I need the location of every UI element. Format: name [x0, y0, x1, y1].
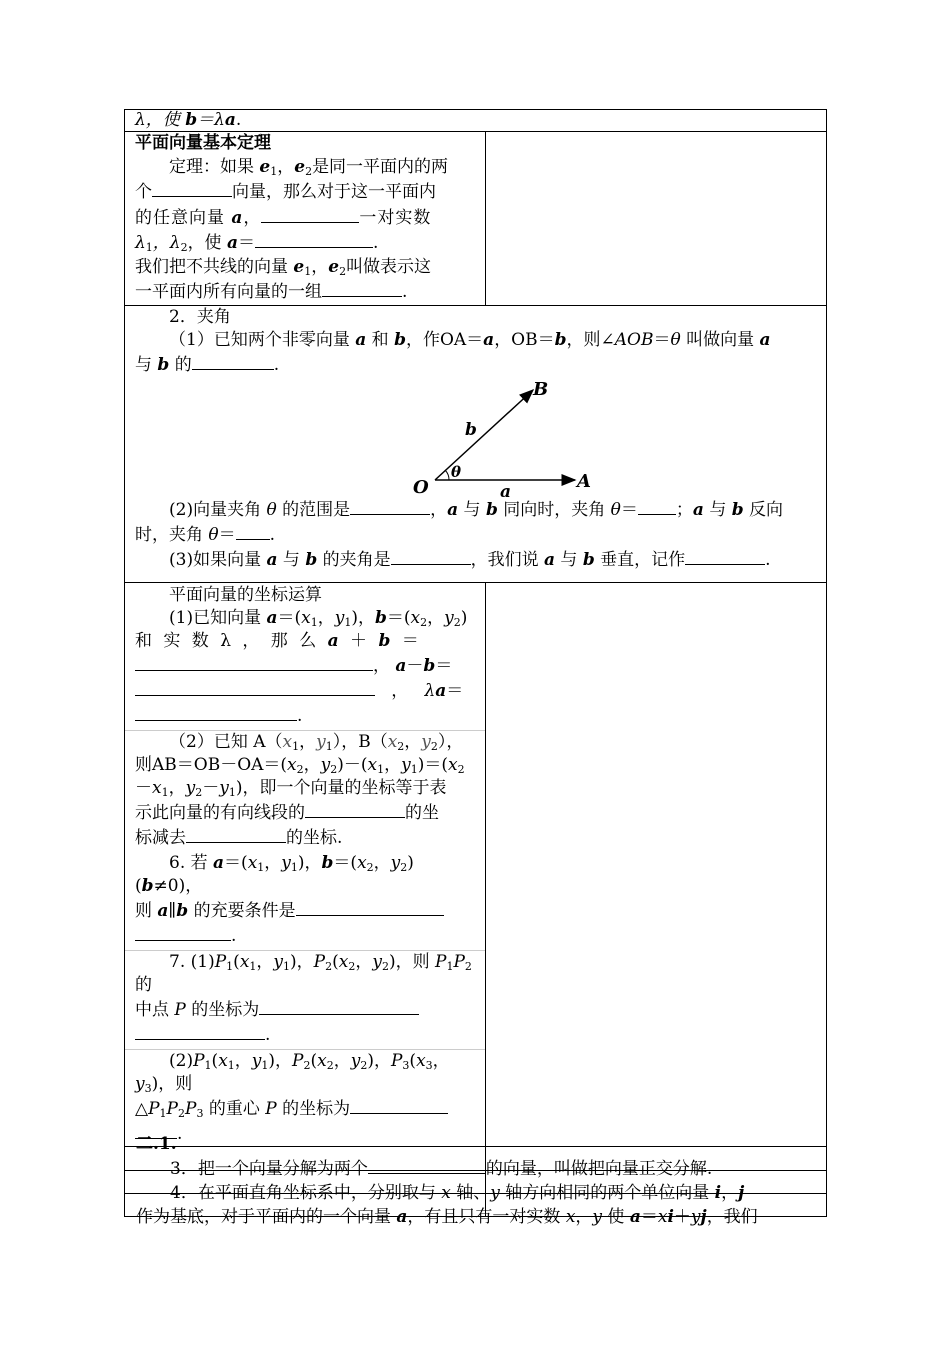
coords-line: 示此向量的有向线段的 的坐 — [135, 800, 475, 825]
text: . — [235, 110, 242, 130]
coords-line: 7. $(1)P_1(x_1$，$y_1$)，$P_2(x_2$，$y_2$)，则 $P_1P_2$ 的 — [125, 950, 485, 997]
blank — [135, 703, 297, 721]
coords-line: 6. 若 $a=(x_1$，$y_1$)，$b=(x_2$，$y_2$) (b≠0)， — [135, 852, 414, 896]
angle-heading: 2．夹角 — [169, 306, 231, 327]
blank — [255, 230, 373, 248]
coords-line: 则 a∥b 的充要条件是 — [135, 898, 475, 923]
table-row — [125, 305, 827, 582]
label-theta: θ — [451, 462, 462, 481]
blank — [152, 179, 232, 197]
row1-cell — [125, 110, 827, 132]
coords-line: $(2)P_1(x_1$，$y_1$)，$P_2(x_2$，$y_2$)，$P_3(x_3$，$y_3$)，则 — [125, 1049, 485, 1096]
blank — [135, 678, 375, 696]
blank — [350, 497, 430, 515]
blank — [259, 997, 419, 1015]
blank — [638, 497, 676, 515]
table-row — [125, 582, 827, 1146]
label-b: b — [465, 419, 477, 440]
blank — [350, 1096, 448, 1114]
coords-line: (1)已知向量 $a=(x_1$，$y_1$)，$b=(x_2$，$y_2$) — [169, 607, 468, 629]
below-line: 4．在平面直角坐标系中，分别取与 x 轴、y 轴方向相同的两个单位向量 i，j — [170, 1183, 745, 1203]
table-row — [125, 132, 827, 306]
coords-cell — [125, 582, 486, 1146]
coords-line: . — [135, 1022, 475, 1047]
label-A: A — [577, 470, 591, 492]
label-a: a — [500, 481, 512, 497]
angle-line: 时，夹角 θ＝ . — [135, 522, 816, 547]
theorem-line: 个 向量，那么对于这一平面内 — [135, 179, 475, 205]
theorem-line: 的任意向量 a， 一对实数 — [135, 205, 475, 231]
coords-line: 中点 P 的坐标为 — [135, 997, 475, 1022]
angle-figure — [135, 377, 816, 497]
coords-right-cell — [486, 582, 827, 1146]
blank — [368, 1156, 486, 1174]
blank — [135, 653, 373, 671]
angle-line: （1）已知两个非零向量 a 和 b，作OA＝a，OB＝b，则∠AOB＝θ 叫做向量 a — [169, 329, 771, 350]
angle-arc — [445, 470, 449, 480]
coords-line: . — [135, 923, 475, 948]
vector-b-arrow — [435, 390, 533, 480]
below-text — [136, 1132, 826, 1229]
blank — [685, 547, 765, 565]
angle-line: (3)如果向量 a 与 b 的夹角是 ，我们说 a 与 b 垂直，记作 . — [135, 547, 816, 572]
coords-line: 和 实 数 λ ， 那 么 a ＋ b ＝ — [135, 630, 422, 651]
coords-line: 则$AB=OB-OA=(x_2$，$y_2)-(x_1$，$y_1)=(x_2$ — [135, 754, 465, 776]
coords-line: $-x_1$，$y_2-y_1$)，即一个向量的坐标等于表 — [135, 777, 447, 799]
blank — [305, 800, 405, 818]
text: a — [224, 110, 236, 130]
worksheet-table — [124, 109, 827, 1217]
text: ＝λ — [197, 110, 225, 130]
label-B: B — [533, 378, 549, 400]
coords-heading: 平面向量的坐标运算 — [169, 584, 322, 605]
coords-line: $\triangle P_1P_2P_3$ 的重心 P 的坐标为 — [135, 1096, 475, 1121]
label-O: O — [413, 476, 429, 497]
text: b — [185, 110, 198, 130]
coords-line: 标减去 的坐标. — [135, 825, 475, 850]
theorem-line: 一平面内所有向量的一组 . — [135, 279, 475, 305]
blank — [261, 205, 359, 223]
angle-line: 与 b 的 . — [135, 352, 816, 377]
coords-line: . — [135, 703, 475, 728]
blank — [322, 279, 402, 297]
table-row — [125, 110, 827, 132]
coords-line: ， λa＝ — [135, 678, 475, 703]
theorem-cell — [125, 132, 486, 306]
angle-cell — [125, 305, 827, 582]
coords-line: （2）已知 $A(x_1$，$y_1$），$B(x_2$，$y_2$）， — [125, 730, 485, 754]
blank — [236, 522, 270, 540]
blank — [135, 923, 231, 941]
coords-line: . — [135, 1121, 475, 1146]
blank — [192, 352, 274, 370]
blank — [135, 1022, 265, 1040]
blank — [391, 547, 471, 565]
angle-line: (2)向量夹角 θ 的范围是 ，a 与 b 同向时，夹角 θ＝ ；a 与 b 反向 — [135, 497, 816, 522]
coords-line: ， a－b＝ — [135, 653, 475, 678]
blank — [296, 898, 444, 916]
theorem-line: 我们把不共线的向量 $e_1$，$e_2$叫做表示这 — [135, 256, 432, 278]
theorem-title: 平面向量基本定理 — [135, 133, 271, 153]
angle-diagram — [405, 377, 605, 497]
text: λ，使 — [135, 110, 186, 130]
section-label: 二.1. — [136, 1134, 177, 1154]
below-line: 作为基底，对于平面内的一个向量 a，有且只有一对实数 x，y 使 a＝xi＋yj，我们 — [136, 1207, 758, 1227]
blank — [186, 825, 286, 843]
theorem-line: $\lambda_1$，$\lambda_2$，使 a＝ . — [135, 230, 475, 256]
below-line: 3．把一个向量分解为两个 的向量，叫做把向量正交分解. — [136, 1156, 826, 1181]
theorem-line: 定理：如果 $e_1$，$e_2$是同一平面内的两 — [169, 156, 449, 178]
theorem-right-cell — [486, 132, 827, 306]
